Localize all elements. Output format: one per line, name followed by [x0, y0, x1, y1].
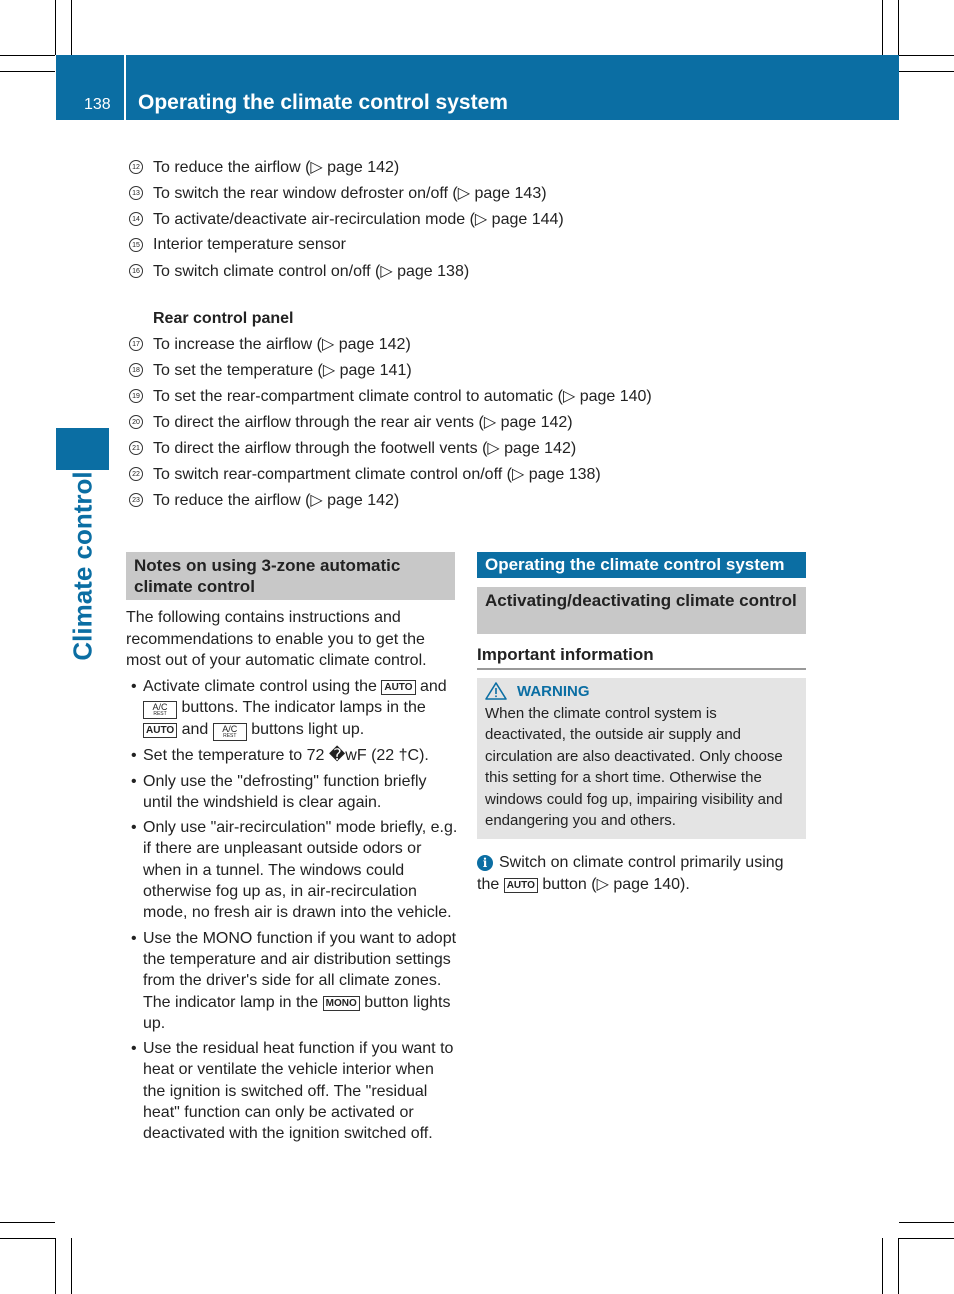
bullet-text: and: [419, 678, 447, 695]
side-tab-label: Climate control: [67, 471, 98, 661]
list-item: [127, 180, 807, 206]
list-item-text: To set the rear-compartment climate control to automatic (▷ page 140): [153, 388, 652, 405]
crop-mark: [899, 71, 954, 72]
warning-header: [485, 682, 798, 700]
notes-heading: Notes on using 3-zone automatic climate control: [126, 552, 455, 600]
list-item: • Use the residual heat function if you want to heat or ventilate the vehicle interior when the ignition is switched off. The "residual heat" function can only be activated or deactivated with the ignition switched off.: [126, 1038, 458, 1144]
auto-key-icon: AUTO: [143, 723, 177, 738]
side-tab: [56, 428, 109, 470]
section-heading: Operating the climate control system: [477, 552, 806, 578]
crop-mark: [882, 0, 883, 55]
list-item-text: To reduce the airflow (▷ page 142): [153, 492, 400, 509]
page-title: Operating the climate control system: [138, 91, 508, 114]
subsection-heading: Activating/deactivating climate control: [477, 587, 806, 634]
list-item-text: To increase the airflow (▷ page 142): [153, 336, 411, 353]
callout-number: 23: [129, 493, 143, 507]
callout-number: 15: [129, 238, 143, 252]
info-icon: i: [477, 855, 493, 871]
bullet-text: buttons light up.: [251, 721, 365, 739]
list-item-text: To direct the airflow through the rear air vents (▷ page 142): [153, 414, 573, 431]
crop-mark: [71, 0, 72, 55]
auto-key-icon: AUTO: [381, 680, 415, 695]
crop-mark: [0, 1222, 55, 1223]
list-item-text: To reduce the airflow (▷ page 142): [153, 159, 400, 176]
crop-mark: [882, 1238, 883, 1294]
crop-mark: [899, 1222, 954, 1223]
header-divider: [124, 55, 126, 120]
ac-key-icon: [143, 701, 177, 719]
list-item: [127, 232, 807, 258]
list-item: [127, 409, 807, 435]
list-item: [127, 435, 807, 461]
list-item: [127, 461, 807, 487]
callout-number: 22: [129, 467, 143, 481]
list-item: [127, 154, 807, 180]
auto-key-icon: AUTO: [504, 878, 538, 893]
list-item: • Only use the "defrosting" function briefly until the windshield is clear again.: [126, 771, 458, 814]
ac-key-icon: [213, 723, 247, 741]
crop-mark: [0, 71, 55, 72]
crop-mark: [0, 55, 55, 56]
ac-key-label: A/C: [152, 702, 168, 713]
info-text: button (▷ page 140).: [542, 876, 690, 893]
ac-key-sublabel: REST: [223, 733, 237, 740]
crop-mark: [55, 1238, 56, 1294]
bullet-text: buttons. The indicator lamps in the: [181, 699, 426, 717]
ac-key-sublabel: REST: [153, 711, 167, 718]
list-item: • Only use "air-recirculation" mode briefly, e.g. if there are unpleasant outside odors or when in a tunnel. The windows could otherwise fog up as, in air-recirculation mode, no fresh air is drawn into the vehicle.: [126, 817, 458, 923]
list-item: [126, 676, 458, 741]
warning-triangle-icon: [485, 682, 507, 700]
list-item: [127, 258, 807, 284]
list-item-text: To activate/deactivate air-recirculation mode (▷ page 144): [153, 211, 564, 228]
list-item-text: To switch rear-compartment climate control on/off (▷ page 138): [153, 466, 601, 483]
list-item: [127, 383, 807, 409]
crop-mark: [55, 0, 56, 55]
warning-box: [477, 678, 806, 839]
list-item: [127, 206, 807, 232]
bullet-text: Activate climate control using the: [143, 678, 377, 695]
info-note: [477, 852, 809, 896]
ac-key-label: A/C: [222, 724, 238, 735]
callout-number: 18: [129, 363, 143, 377]
callout-number: 17: [129, 337, 143, 351]
callout-number: 12: [129, 160, 143, 174]
callout-number: 19: [129, 389, 143, 403]
page-number: 138: [84, 96, 111, 113]
callout-number: 14: [129, 212, 143, 226]
list-item-text: To set the temperature (▷ page 141): [153, 362, 412, 379]
crop-mark: [71, 1238, 72, 1294]
crop-mark: [0, 1238, 55, 1239]
list-item: [127, 331, 807, 357]
list-item: [126, 928, 458, 1034]
front-control-list: [127, 154, 807, 284]
list-item: • Set the temperature to 72 �wF (22 †C).: [126, 745, 458, 766]
callout-number: 16: [129, 264, 143, 278]
rear-panel-heading: Rear control panel: [153, 310, 294, 327]
crop-mark: [899, 55, 954, 56]
warning-label: WARNING: [517, 682, 590, 700]
crop-mark: [898, 0, 899, 55]
callout-number: 13: [129, 186, 143, 200]
list-item-text: To switch the rear window defroster on/off (▷ page 143): [153, 185, 547, 202]
notes-intro: The following contains instructions and recommendations to enable you to get the most out of your automatic climate control.: [126, 609, 427, 669]
bullet-text: button lights up.: [143, 993, 451, 1032]
crop-mark: [898, 1238, 899, 1294]
crop-mark: [899, 1238, 954, 1239]
callout-number: 20: [129, 415, 143, 429]
list-item-text: To direct the airflow through the footwell vents (▷ page 142): [153, 440, 577, 457]
rear-control-list: [127, 331, 807, 513]
list-item: [127, 487, 807, 513]
warning-text: When the climate control system is deactivated, the outside air supply and circulation are also deactivated. Only choose this setting for a short time. Otherwise the windows could fog up, impairing visibility and endangering you and others.: [485, 705, 783, 830]
mono-key-icon: MONO: [323, 996, 360, 1011]
notes-bullet-list: [126, 676, 458, 1149]
bullet-text: Use the MONO function if you want to adopt the temperature and air distribution settings from the driver's side for all climate zones. The indicator lamp in the: [143, 929, 457, 1011]
list-item-text: To switch climate control on/off (▷ page 138): [153, 263, 470, 280]
important-heading: Important information: [477, 645, 806, 670]
list-item: [127, 357, 807, 383]
bullet-text: and: [181, 721, 209, 739]
list-item-text: Interior temperature sensor: [153, 236, 346, 253]
info-text: Switch on climate control primarily using the: [477, 854, 784, 893]
callout-number: 21: [129, 441, 143, 455]
